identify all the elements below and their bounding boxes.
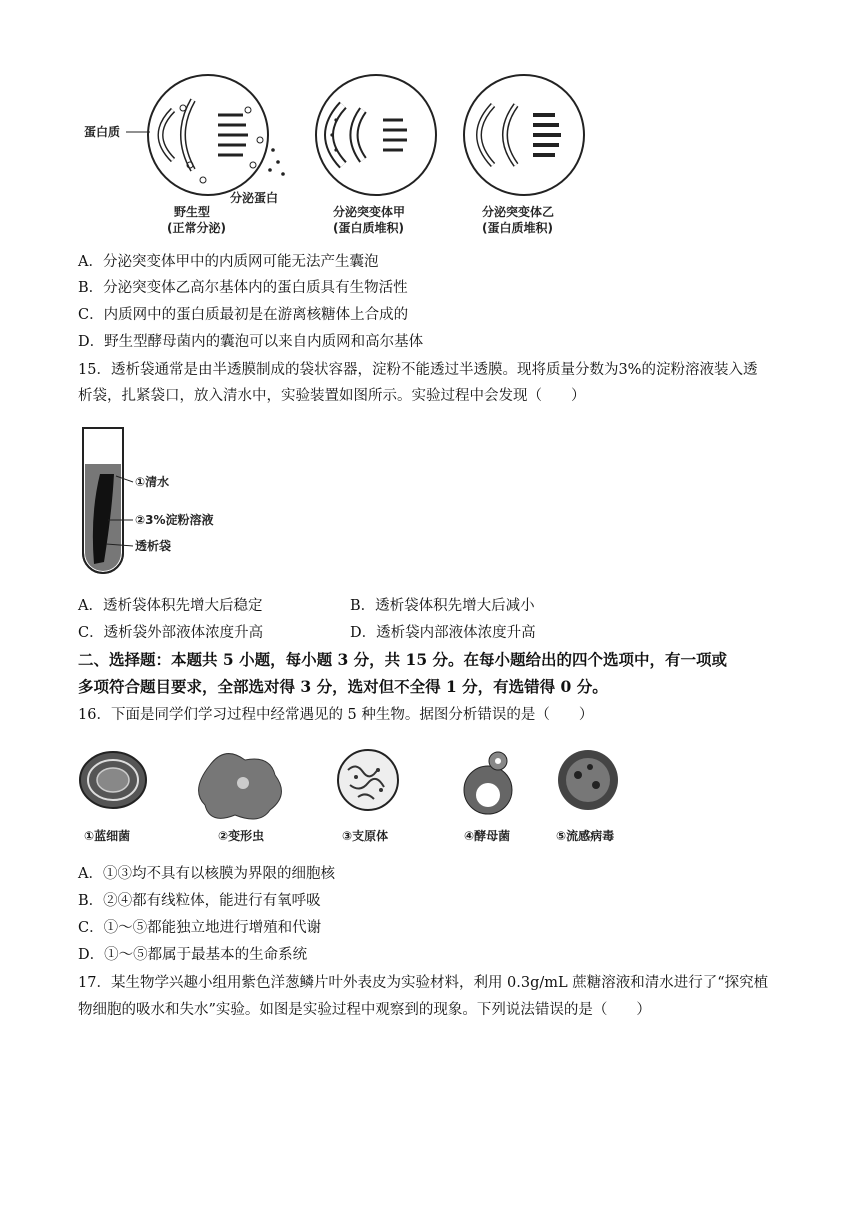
organisms-figure (78, 735, 658, 850)
label-mutant-a: 分泌突变体甲 (333, 205, 406, 219)
secretion-mutants-figure (78, 70, 598, 245)
q17-stem-line2: 物细胞的吸水和失水”实验。如图是实验过程中观察到的现象。下列说法错误的是（ ） (78, 1002, 651, 1018)
q16-option-d: D．①～⑤都属于最基本的生命系统 (78, 947, 308, 963)
label-mycoplasma: ③支原体 (342, 829, 389, 843)
mycoplasma-image (338, 750, 398, 810)
label-secreted-protein: 分泌蛋白 (230, 191, 279, 205)
q16-option-b: B．②④都有线粒体，能进行有氧呼吸 (78, 893, 321, 909)
q16-option-a: A．①③均不具有以核膜为界限的细胞核 (78, 866, 335, 882)
label-wild-type-note: (正常分泌) (167, 221, 226, 235)
label-amoeba: ②变形虫 (218, 829, 265, 843)
q14-option-c: C．内质网中的蛋白质最初是在游离核糖体上合成的 (78, 307, 409, 323)
label-yeast: ④酵母菌 (464, 829, 511, 843)
label-clear-water: ①清水 (135, 475, 170, 489)
wild-type-cell (126, 75, 285, 195)
q15-option-a: A．透析袋体积先增大后稳定 (78, 598, 263, 614)
label-starch-solution: ②3%淀粉溶液 (135, 513, 214, 527)
q15-option-b: B．透析袋体积先增大后减小 (350, 598, 535, 614)
section2-heading-line1: 二、选择题：本题共 5 小题，每小题 3 分，共 15 分。在每小题给出的四个选项中，有一项或 (78, 650, 728, 669)
label-mutant-b: 分泌突变体乙 (482, 205, 555, 219)
section2-heading-line2: 多项符合题目要求，全部选对得 3 分，选对但不全得 1 分，有选错得 0 分。 (78, 677, 608, 696)
mutant-b-cell (464, 75, 584, 195)
q15-option-c: C．透析袋外部液体浓度升高 (78, 625, 264, 641)
label-influenza-virus: ⑤流感病毒 (556, 829, 615, 843)
q14-option-a: A．分泌突变体甲中的内质网可能无法产生囊泡 (78, 254, 379, 270)
q14-option-b: B．分泌突变体乙高尔基体内的蛋白质具有生物活性 (78, 280, 408, 296)
label-dialysis-bag: 透析袋 (135, 539, 172, 553)
q15-option-d: D．透析袋内部液体浓度升高 (350, 625, 536, 641)
label-mutant-a-note: (蛋白质堆积) (333, 221, 404, 235)
label-mutant-b-note: (蛋白质堆积) (482, 221, 553, 235)
dialysis-tube-figure (78, 424, 258, 584)
influenza-virus-image (558, 750, 618, 810)
label-cyanobacteria: ①蓝细菌 (84, 829, 131, 843)
q14-option-d: D．野生型酵母菌内的囊泡可以来自内质网和高尔基体 (78, 334, 424, 350)
q16-stem: 16．下面是同学们学习过程中经常遇见的 5 种生物。据图分析错误的是（ ） (78, 707, 594, 723)
mutant-a-cell (316, 75, 436, 195)
q15-stem-line1: 15．透析袋通常是由半透膜制成的袋状容器，淀粉不能透过半透膜。现将质量分数为3%的淀粉溶液装入透 (78, 362, 758, 378)
label-wild-type: 野生型 (174, 205, 211, 219)
amoeba-image (199, 754, 282, 819)
q16-option-c: C．①～⑤都能独立地进行增殖和代谢 (78, 920, 322, 936)
q17-stem-line1: 17．某生物学兴趣小组用紫色洋葱鳞片叶外表皮为实验材料，利用 0.3g/mL 蔗糖溶液和清水进行了“探究植 (78, 975, 769, 991)
label-protein: 蛋白质 (84, 125, 121, 139)
yeast-image (464, 752, 512, 814)
q15-stem-line2: 析袋，扎紧袋口，放入清水中，实验装置如图所示。实验过程中会发现（ ） (78, 388, 586, 404)
cyanobacteria-image (80, 752, 146, 808)
